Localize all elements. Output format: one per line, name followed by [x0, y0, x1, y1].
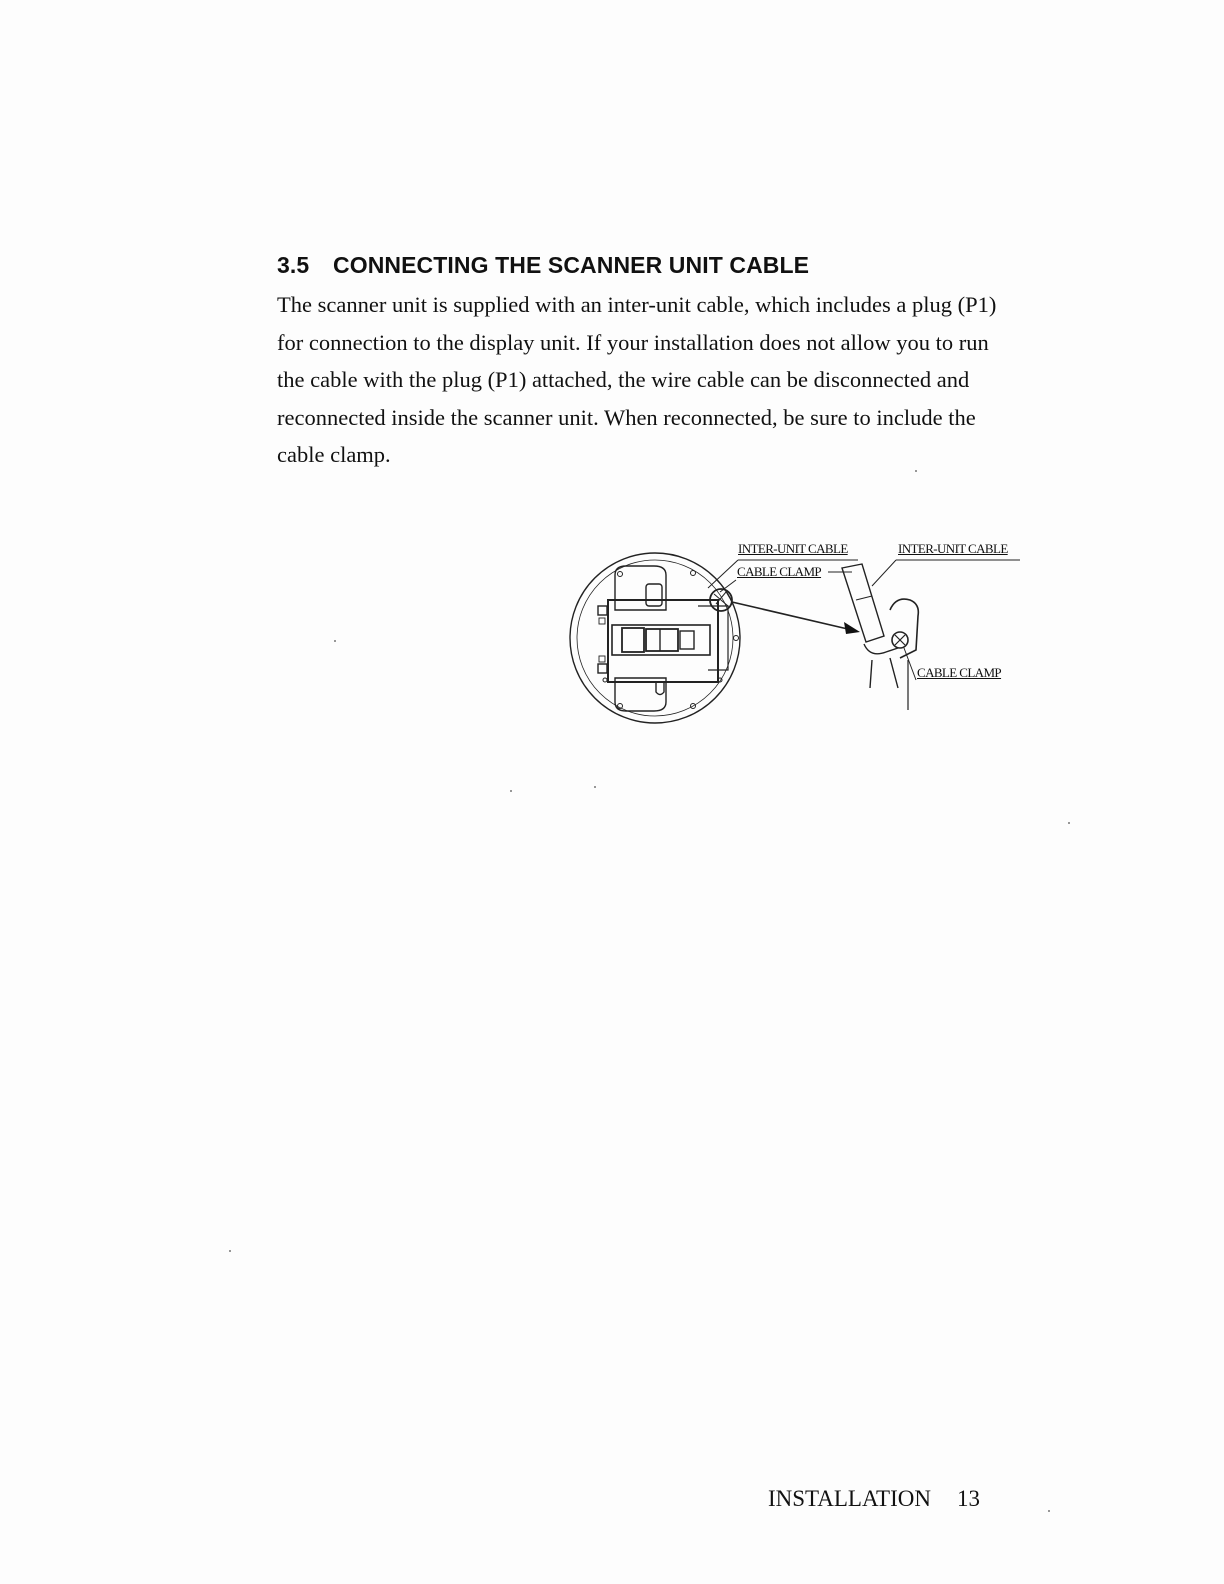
callout-inter-unit-cable-right: INTER-UNIT CABLE — [898, 541, 1008, 556]
scan-speck — [915, 470, 917, 472]
body-paragraph — [277, 286, 1037, 474]
connector-small-bottom — [599, 656, 605, 662]
scan-speck — [510, 790, 512, 792]
section-heading — [277, 252, 809, 279]
clamp-strap — [864, 644, 898, 654]
sleeve-band — [856, 596, 872, 600]
callout-inter-unit-cable-left: INTER-UNIT CABLE — [738, 541, 848, 556]
section-title: CONNECTING THE SCANNER UNIT CABLE — [333, 252, 810, 278]
scan-speck — [1068, 822, 1070, 824]
motor-block-right — [680, 631, 694, 649]
body-line: The scanner unit is supplied with an inter-unit cable, which includes a plug (P1) — [277, 292, 997, 317]
detail-arrow-head — [844, 622, 860, 634]
scanner-base-circle — [570, 553, 740, 723]
motor-block-center — [646, 629, 678, 651]
bottom-slot — [656, 682, 664, 695]
scan-speck — [334, 640, 336, 642]
section-number: 3.5 — [277, 252, 310, 278]
callout-cable-clamp-bottom: CABLE CLAMP — [917, 665, 1002, 680]
footer-section-name: INSTALLATION — [768, 1486, 931, 1511]
body-line: cable clamp. — [277, 442, 391, 467]
scan-speck — [229, 1250, 231, 1252]
rim-hole — [618, 572, 623, 577]
body-line: reconnected inside the scanner unit. When reconnected, be sure to include the — [277, 404, 976, 430]
detail-arrow-line — [732, 602, 852, 630]
leader-inter-unit-left — [708, 560, 738, 588]
page-number: 13 — [956, 1486, 980, 1511]
connector-bottom-left — [598, 664, 607, 673]
page-footer — [768, 1486, 980, 1512]
rim-hole — [603, 678, 607, 682]
connector-top-left — [598, 606, 607, 615]
cable-exit — [870, 658, 898, 688]
scanner-cable-drawing — [560, 530, 1040, 740]
top-slot — [646, 584, 662, 606]
scan-speck — [1048, 1510, 1050, 1512]
rim-hole — [691, 571, 696, 576]
center-chassis — [608, 600, 718, 682]
connector-small-top — [599, 618, 605, 624]
scanner-cable-figure — [560, 530, 1040, 740]
scan-speck — [594, 786, 596, 788]
leader-inter-unit-right — [872, 560, 896, 586]
body-line: the cable with the plug (P1) attached, the wire cable can be disconnected and — [277, 367, 970, 392]
callout-cable-clamp-top: CABLE CLAMP — [737, 564, 822, 579]
body-line: for connection to the display unit. If your installation does not allow you to run — [277, 329, 989, 355]
motor-block-left — [622, 628, 644, 652]
right-box — [698, 606, 728, 670]
rim-hole — [734, 636, 739, 641]
clamp-screw-x — [895, 635, 905, 645]
